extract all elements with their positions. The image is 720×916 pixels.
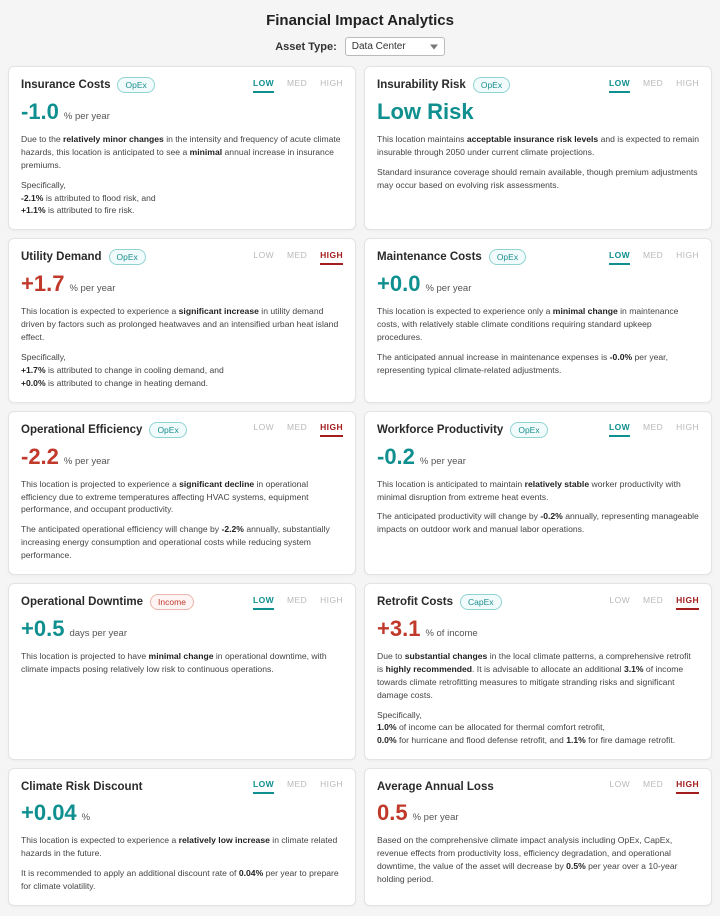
metric-readout <box>21 802 343 824</box>
asset-type-label: Asset Type: <box>275 40 337 53</box>
metric-readout <box>377 273 699 295</box>
card-header-left <box>377 422 548 438</box>
metric-readout <box>377 618 699 640</box>
card-header-left <box>21 249 146 265</box>
risk-level-med[interactable]: MED <box>643 779 664 790</box>
risk-level-high[interactable]: HIGH <box>676 249 699 260</box>
chevron-down-icon <box>430 44 438 49</box>
card-description: Specifically, -2.1% is attributed to flood risk, and +1.1% is attributed to fire risk. <box>21 179 156 216</box>
risk-level-med[interactable]: MED <box>287 594 308 605</box>
card-title: Average Annual Loss <box>377 780 494 793</box>
risk-level-med[interactable]: MED <box>287 422 308 433</box>
risk-level-high[interactable]: HIGH <box>320 779 343 790</box>
risk-level-med[interactable]: MED <box>287 249 308 260</box>
metric-readout <box>21 443 343 469</box>
asset-type-select[interactable] <box>345 37 445 56</box>
metric-unit: % <box>81 812 91 824</box>
risk-level-med[interactable]: MED <box>643 77 664 88</box>
page-title: Financial Impact Analytics <box>266 12 454 29</box>
risk-scale <box>253 78 343 93</box>
metric-card <box>8 66 356 230</box>
card-header-left <box>377 594 502 610</box>
risk-level-high[interactable]: HIGH <box>320 594 343 605</box>
risk-level-high[interactable]: HIGH <box>676 77 699 88</box>
metric-readout <box>377 443 699 469</box>
risk-scale <box>253 250 343 265</box>
card-header <box>377 249 699 265</box>
card-header <box>21 77 343 93</box>
card-description: This location is expected to experience a significant increase in utility demand driven by factors such as prolonged heatwaves and an intensified urban heat island effect. <box>21 306 339 343</box>
metric-value: +3.1 <box>377 616 421 642</box>
card-title: Insurability Risk <box>377 79 466 91</box>
risk-scale <box>609 250 699 265</box>
card-header <box>377 77 699 93</box>
risk-level-low[interactable]: LOW <box>609 594 631 605</box>
card-title: Operational Efficiency <box>21 423 143 436</box>
risk-scale <box>609 422 699 437</box>
risk-scale <box>253 422 343 437</box>
card-header-left <box>21 594 194 610</box>
risk-level-low[interactable]: LOW <box>253 78 274 93</box>
risk-scale <box>253 779 343 794</box>
risk-scale <box>609 595 699 610</box>
asset-type-value: Data Center <box>351 41 406 52</box>
card-title: Utility Demand <box>21 251 102 264</box>
risk-scale <box>609 779 699 794</box>
metric-value: +0.5 <box>21 616 65 642</box>
metric-unit: % per year <box>425 283 472 295</box>
metric-card <box>364 411 712 575</box>
metric-unit: % per year <box>412 812 459 824</box>
risk-level-low[interactable]: LOW <box>253 422 275 433</box>
metrics-grid <box>0 66 720 916</box>
risk-scale <box>253 595 343 610</box>
risk-scale <box>609 78 699 93</box>
risk-level-med[interactable]: MED <box>643 594 664 605</box>
metric-readout <box>21 618 343 640</box>
metric-card <box>364 583 712 760</box>
metric-unit: days per year <box>69 628 127 640</box>
risk-level-low[interactable]: LOW <box>253 595 274 610</box>
card-title: Climate Risk Discount <box>21 780 143 793</box>
metric-unit: % per year <box>63 111 110 122</box>
card-header <box>377 779 699 794</box>
metric-unit: % per year <box>69 283 116 295</box>
card-header-left <box>377 781 494 793</box>
risk-level-med[interactable]: MED <box>287 77 308 88</box>
metric-card <box>364 768 712 906</box>
metric-readout <box>21 101 343 123</box>
card-header <box>21 594 343 610</box>
category-badge: OpEx <box>473 77 510 93</box>
card-title: Retrofit Costs <box>377 596 454 609</box>
card-description: It is recommended to apply an additional discount rate of 0.04% per year to prepare for climate volatility. <box>21 868 339 891</box>
card-description: This location maintains acceptable insurance risk levels and is expected to remain insurable through 2050 under current climate projections. <box>377 134 699 157</box>
metric-unit: % of income <box>425 628 478 640</box>
card-description: This location is projected to experience a significant decline in operational efficiency due to extreme temperatures affecting HVAC systems, equipment performance, and occupant productivity. <box>21 478 309 515</box>
category-badge: OpEx <box>149 422 186 438</box>
card-description: Due to substantial changes in the local climate patterns, a comprehensive retrofit is highly recommended. It is advisable to allocate an additional 3.1% of income towards climate retrofitting measures to mitigate stranding risks and significant damage costs. <box>377 651 691 700</box>
metric-unit: % per year <box>63 455 110 467</box>
metric-unit: % per year <box>419 455 466 467</box>
card-header <box>21 249 343 265</box>
card-description: This location is projected to have minimal change in operational downtime, with climate impacts posing relatively low risk to continuous operations. <box>21 651 327 674</box>
metric-value: +0.0 <box>377 271 421 297</box>
risk-level-high[interactable]: HIGH <box>676 595 699 610</box>
card-description: This location is expected to experience only a minimal change in maintenance costs, with relatively stable climate conditions requiring standard upkeep procedures. <box>377 306 679 343</box>
metric-card <box>364 66 712 230</box>
category-badge: Income <box>150 594 194 610</box>
metric-value: 0.5 <box>377 800 408 826</box>
metric-readout <box>21 273 343 295</box>
risk-level-high[interactable]: HIGH <box>320 422 343 437</box>
metric-readout <box>377 802 699 824</box>
metric-card <box>364 238 712 402</box>
metric-card <box>8 768 356 906</box>
risk-level-low[interactable]: LOW <box>609 78 630 93</box>
risk-level-high[interactable]: HIGH <box>676 779 699 794</box>
card-description: Specifically, +1.7% is attributed to change in cooling demand, and +0.0% is attributed to change in heating demand. <box>21 352 224 388</box>
card-description: The anticipated productivity will change by -0.2% annually, representing manageable impacts on outdoor work and manual labor operations. <box>377 511 699 535</box>
metric-value: +1.7 <box>21 271 65 297</box>
metric-value: -2.2 <box>21 443 59 469</box>
card-description: Due to the relatively minor changes in the intensity and frequency of acute climate hazards, this location is anticipated to see a minimal annual increase in insurance premiums. <box>21 134 341 170</box>
card-header-left <box>21 781 142 793</box>
card-title: Maintenance Costs <box>377 251 482 264</box>
metric-card <box>8 238 356 402</box>
risk-level-med[interactable]: MED <box>287 779 308 790</box>
card-description: The anticipated operational efficiency will change by -2.2% annually, substantially increasing energy consumption and operational costs while reducing system performance. <box>21 524 330 561</box>
card-description: This location is anticipated to maintain relatively stable worker productivity with minimal disruption from extreme heat events. <box>377 478 681 502</box>
category-badge: OpEx <box>510 422 547 438</box>
card-header-left <box>21 77 155 93</box>
card-title: Workforce Productivity <box>377 423 504 436</box>
risk-level-high[interactable]: HIGH <box>320 250 343 265</box>
metric-value: -0.2 <box>377 443 415 469</box>
card-description: Based on the comprehensive climate impact analysis including OpEx, CapEx, revenue effects from productivity loss, efficiency degradation, and operational downtime, the value of the asset will decrease by 0.5% per year over a 10-year holding period. <box>377 835 678 884</box>
risk-level-low[interactable]: LOW <box>253 249 275 260</box>
card-header <box>377 594 699 610</box>
risk-level-low[interactable]: LOW <box>609 779 631 790</box>
card-header <box>377 422 699 438</box>
risk-level-med[interactable]: MED <box>643 422 664 433</box>
risk-level-low[interactable]: LOW <box>253 779 274 794</box>
card-description: Specifically, 1.0% of income can be allocated for thermal comfort retrofit, 0.0% for hurricane and flood defense retrofit, and 1.1% for fire damage retrofit. <box>377 709 676 746</box>
category-badge: OpEx <box>117 77 154 93</box>
card-header-left <box>377 249 526 265</box>
card-header <box>21 422 343 438</box>
card-description: This location is expected to experience a relatively low increase in climate related hazards in the future. <box>21 835 338 859</box>
card-title: Insurance Costs <box>21 79 111 91</box>
risk-level-low[interactable]: LOW <box>609 422 630 437</box>
category-badge: CapEx <box>460 594 502 610</box>
risk-level-med[interactable]: MED <box>643 249 664 260</box>
card-header-left <box>21 422 187 438</box>
metric-value: +0.04 <box>21 800 77 826</box>
risk-level-high[interactable]: HIGH <box>320 77 343 88</box>
card-description: The anticipated annual increase in maintenance expenses is -0.0% per year, representing typical climate-related adjustments. <box>377 352 668 375</box>
metric-card <box>8 583 356 760</box>
risk-level-high[interactable]: HIGH <box>676 422 699 433</box>
metric-value: Low Risk <box>377 99 474 124</box>
card-title: Operational Downtime <box>21 596 144 609</box>
risk-level-low[interactable]: LOW <box>609 250 630 265</box>
card-header-left <box>377 77 510 93</box>
metric-value: -1.0 <box>21 99 59 124</box>
metric-readout <box>377 101 699 123</box>
category-badge: OpEx <box>489 249 526 265</box>
asset-type-row <box>0 37 720 66</box>
card-description: Standard insurance coverage should remain available, though premium adjustments may occur based on evolving risk assessments. <box>377 166 698 190</box>
metric-card <box>8 411 356 575</box>
card-header <box>21 779 343 794</box>
category-badge: OpEx <box>109 249 146 265</box>
